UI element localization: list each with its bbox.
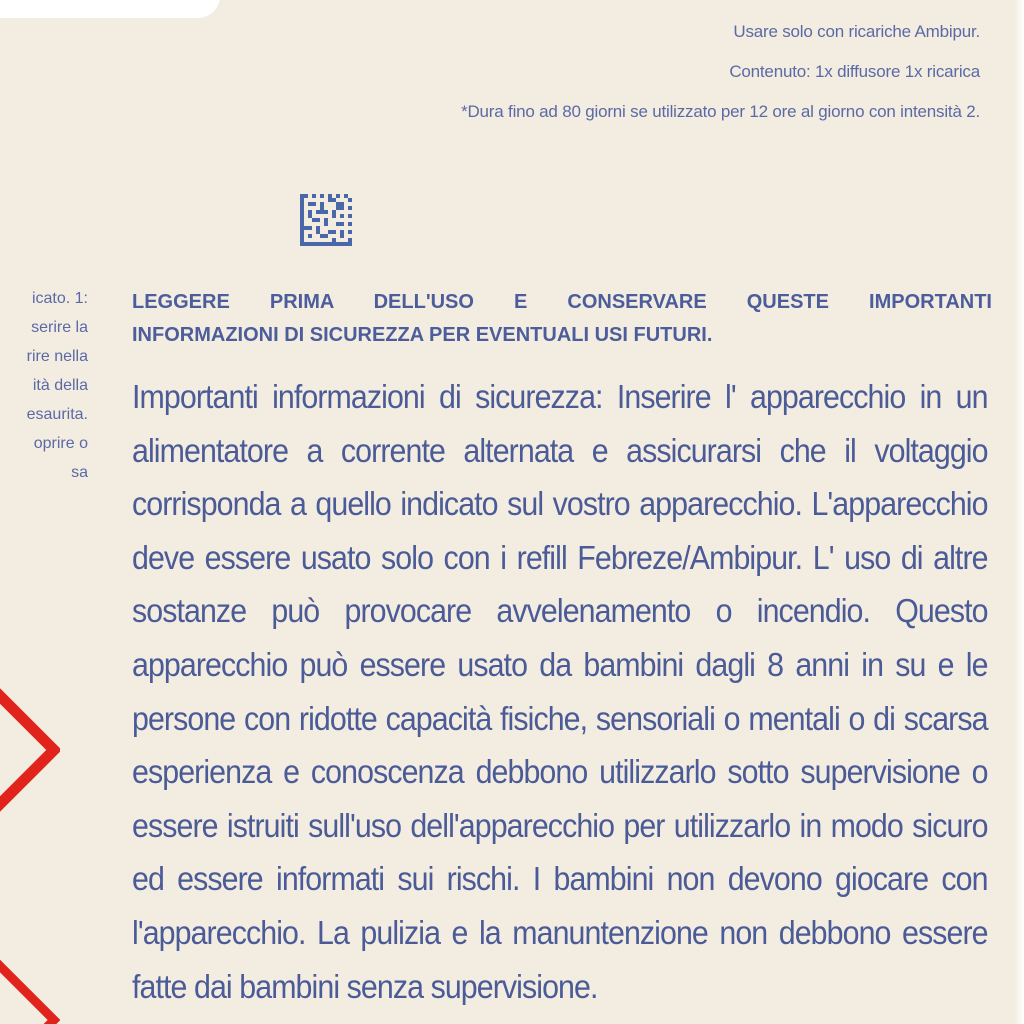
left-column-line: oprire o [33,435,88,452]
left-column-line: rire nella [26,348,88,365]
refill-notice: Usare solo con ricariche Ambipur. [733,22,980,41]
left-column-line: icato. 1: [31,290,88,307]
left-column-line: esaurita. [26,406,88,423]
label-right-edge [1014,0,1024,1024]
safety-heading-line-1: LEGGERE PRIMA DELL'USO E CONSERVARE QUESTE IMPORTANTI [132,291,992,313]
left-column-line: sa [71,464,88,481]
left-column-line: serire la [31,319,88,336]
safety-information-body: Importanti informazioni di sicurezza: Inserire l' apparecchio in un alimentatore a corrente alternata e assicurarsi che il voltaggio corrisponda a quello indicato sul vostro apparecchio. L'apparecchio deve essere usato solo con i refill Febreze/Ambipur. L' uso di altre sostanze può provocare avvelenamento o incendio. Questo apparecchio può essere usato da bambini dagli 8 anni in su e le persone con ridotte capacità fisiche, sensoriali o mentali o di scarsa esperienza e conoscenza debbono utilizzarlo sotto supervisione o essere istruiti sull'uso dell'apparecchio per utilizzarlo in modo sicuro ed essere informati sui rischi. I bambini non devono giocare con l'apparecchio. La pulizia e la manuntenzione non debbono essere fatte dai bambini senza supervisione. [132,378,988,1005]
label-tab-cutout [0,0,220,18]
data-matrix-code-icon [300,194,352,246]
hazard-pictogram-diamond-icon [0,660,60,840]
safety-heading-line-2: INFORMAZIONI DI SICUREZZA PER EVENTUALI USI FUTURI. [132,324,713,346]
cut-off-left-column [0,284,88,487]
contents-line: Contenuto: 1x diffusore 1x ricarica [729,62,980,81]
duration-footnote: *Dura fino ad 80 giorni se utilizzato per 12 ore al giorno con intensità 2. [461,102,980,121]
left-column-line: ità della [32,377,88,394]
hazard-pictogram-diamond-icon [0,960,60,1024]
safety-heading [132,286,992,352]
